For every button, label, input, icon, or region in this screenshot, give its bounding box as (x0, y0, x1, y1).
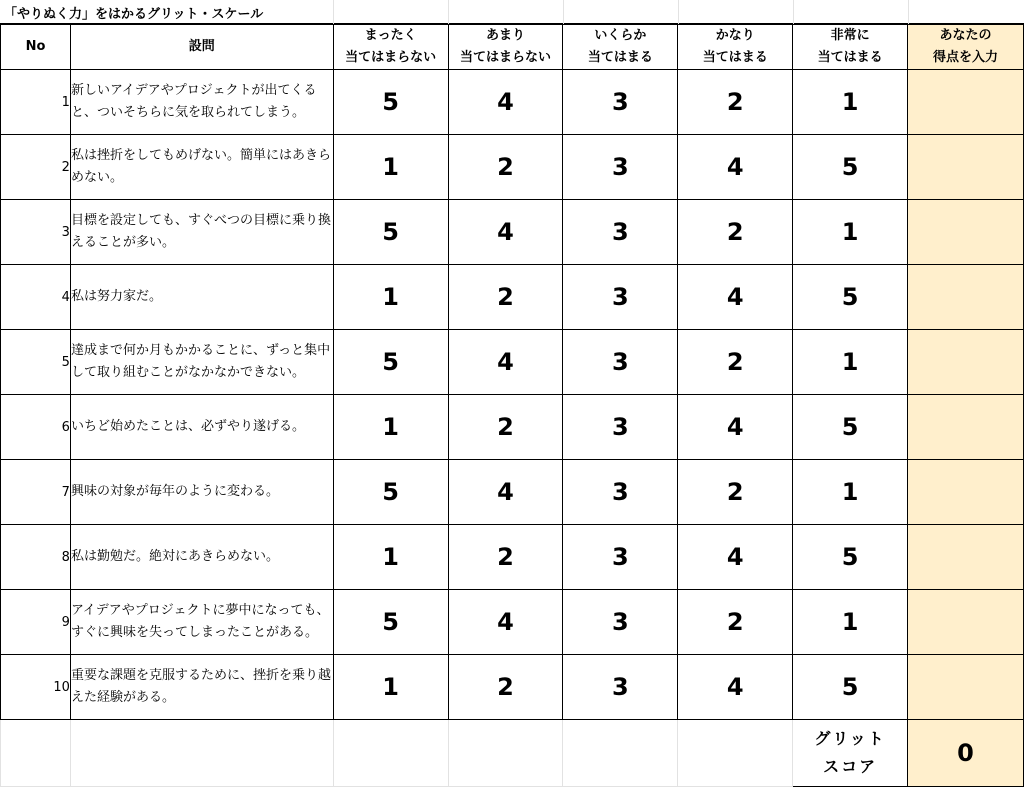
point-value-col4[interactable]: 4 (678, 395, 793, 460)
point-value-col3[interactable]: 3 (563, 265, 678, 330)
gridline (678, 0, 679, 24)
title-row (0, 0, 1024, 24)
header-question[interactable]: 設問 (70, 25, 333, 70)
gridline (793, 0, 794, 24)
point-value-col1[interactable]: 1 (333, 525, 448, 590)
point-value-col2[interactable]: 2 (448, 265, 563, 330)
header-score-line1: あなたの (939, 28, 992, 43)
point-value-col3[interactable]: 3 (563, 525, 678, 590)
grit-score-label[interactable] (793, 720, 908, 787)
header-col5[interactable] (793, 25, 908, 70)
point-value-col4[interactable]: 4 (678, 135, 793, 200)
point-value-col1[interactable]: 1 (333, 135, 448, 200)
row-number[interactable]: 3 (1, 200, 71, 265)
point-value-col5[interactable]: 1 (793, 330, 908, 395)
point-value-col1[interactable]: 1 (333, 265, 448, 330)
point-value-col5[interactable]: 5 (793, 135, 908, 200)
question-text[interactable]: 私は努力家だ。 (70, 265, 333, 330)
header-col3-line2: 当てはまる (587, 50, 653, 65)
row-number[interactable]: 8 (1, 525, 71, 590)
empty-cell[interactable] (678, 720, 793, 787)
point-value-col3[interactable]: 3 (563, 330, 678, 395)
point-value-col1[interactable]: 5 (333, 590, 448, 655)
point-value-col1[interactable]: 1 (333, 655, 448, 720)
header-col2-line2: 当てはまらない (459, 50, 551, 65)
question-text[interactable]: 興味の対象が毎年のように変わる。 (70, 460, 333, 525)
point-value-col2[interactable]: 2 (448, 135, 563, 200)
sheet-title[interactable]: 「やりぬく力」をはかるグリット・スケール (4, 7, 264, 22)
question-row (1, 525, 1024, 590)
point-value-col5[interactable]: 1 (793, 70, 908, 135)
header-col5-line1: 非常に (830, 28, 870, 43)
point-value-col3[interactable]: 3 (563, 655, 678, 720)
question-text[interactable]: アイデアやプロジェクトに夢中になっても、すぐに興味を失ってしまったことがある。 (70, 590, 333, 655)
question-row (1, 395, 1024, 460)
header-col1-line1: まったく (364, 28, 417, 43)
header-score[interactable] (908, 25, 1024, 70)
question-row (1, 655, 1024, 720)
point-value-col5[interactable]: 5 (793, 265, 908, 330)
point-value-col4[interactable]: 4 (678, 655, 793, 720)
point-value-col4[interactable]: 2 (678, 200, 793, 265)
point-value-col2[interactable]: 2 (448, 525, 563, 590)
header-col5-line2: 当てはまる (817, 50, 883, 65)
point-value-col3[interactable]: 3 (563, 395, 678, 460)
row-number[interactable]: 2 (1, 135, 71, 200)
point-value-col5[interactable]: 1 (793, 590, 908, 655)
score-input-cell[interactable] (908, 70, 1024, 135)
point-value-col1[interactable]: 1 (333, 395, 448, 460)
header-col3[interactable] (563, 25, 678, 70)
point-value-col3[interactable]: 3 (563, 70, 678, 135)
header-col1-line2: 当てはまらない (345, 50, 437, 65)
question-row (1, 200, 1024, 265)
point-value-col4[interactable]: 2 (678, 330, 793, 395)
point-value-col5[interactable]: 5 (793, 525, 908, 590)
question-text[interactable]: いちど始めたことは、必ずやり遂げる。 (70, 395, 333, 460)
score-input-cell[interactable] (908, 265, 1024, 330)
header-col4-line2: 当てはまる (702, 50, 768, 65)
question-row (1, 265, 1024, 330)
grit-score-label-line2: スコア (823, 757, 878, 776)
score-input-cell[interactable] (908, 395, 1024, 460)
point-value-col5[interactable]: 5 (793, 655, 908, 720)
grit-scale-table (0, 24, 1024, 787)
gridline (908, 0, 909, 24)
header-score-line2: 得点を入力 (933, 50, 999, 65)
row-number[interactable]: 6 (1, 395, 71, 460)
score-input-cell[interactable] (908, 330, 1024, 395)
header-col2[interactable] (448, 25, 563, 70)
point-value-col2[interactable]: 2 (448, 655, 563, 720)
point-value-col2[interactable]: 2 (448, 395, 563, 460)
point-value-col4[interactable]: 2 (678, 590, 793, 655)
score-input-cell[interactable] (908, 200, 1024, 265)
empty-cell[interactable] (70, 720, 333, 787)
header-col4-line1: かなり (715, 28, 755, 43)
question-row (1, 330, 1024, 395)
footer-row (1, 720, 1024, 787)
point-value-col1[interactable]: 5 (333, 330, 448, 395)
question-row (1, 460, 1024, 525)
gridline (563, 0, 564, 24)
row-number[interactable]: 4 (1, 265, 71, 330)
point-value-col1[interactable]: 5 (333, 200, 448, 265)
question-text[interactable]: 新しいアイデアやプロジェクトが出てくると、ついそちらに気を取られてしまう。 (70, 70, 333, 135)
header-row (1, 25, 1024, 70)
question-row (1, 590, 1024, 655)
point-value-col4[interactable]: 4 (678, 525, 793, 590)
grit-score-total[interactable]: 0 (908, 720, 1024, 787)
point-value-col3[interactable]: 3 (563, 590, 678, 655)
question-text[interactable]: 重要な課題を克服するために、挫折を乗り越えた経験がある。 (70, 655, 333, 720)
point-value-col2[interactable]: 4 (448, 590, 563, 655)
point-value-col2[interactable]: 4 (448, 70, 563, 135)
gridline (448, 0, 449, 24)
row-number[interactable]: 1 (1, 70, 71, 135)
point-value-col1[interactable]: 5 (333, 460, 448, 525)
score-input-cell[interactable] (908, 135, 1024, 200)
point-value-col3[interactable]: 3 (563, 200, 678, 265)
question-text[interactable]: 私は勤勉だ。絶対にあきらめない。 (70, 525, 333, 590)
score-input-cell[interactable] (908, 460, 1024, 525)
header-no[interactable]: No (1, 25, 71, 70)
question-row (1, 135, 1024, 200)
question-text[interactable]: 私は挫折をしてもめげない。簡単にはあきらめない。 (70, 135, 333, 200)
point-value-col3[interactable]: 3 (563, 135, 678, 200)
score-input-cell[interactable] (908, 590, 1024, 655)
point-value-col4[interactable]: 2 (678, 460, 793, 525)
point-value-col4[interactable]: 2 (678, 70, 793, 135)
question-row (1, 70, 1024, 135)
point-value-col4[interactable]: 4 (678, 265, 793, 330)
header-col3-line1: いくらか (594, 28, 647, 43)
score-input-cell[interactable] (908, 655, 1024, 720)
empty-cell[interactable] (448, 720, 563, 787)
grit-score-label-line1: グリット (814, 729, 886, 748)
point-value-col3[interactable]: 3 (563, 460, 678, 525)
score-input-cell[interactable] (908, 525, 1024, 590)
question-text[interactable]: 目標を設定しても、すぐべつの目標に乗り換えることが多い。 (70, 200, 333, 265)
point-value-col1[interactable]: 5 (333, 70, 448, 135)
empty-cell[interactable] (333, 720, 448, 787)
row-number[interactable]: 7 (1, 460, 71, 525)
point-value-col5[interactable]: 1 (793, 460, 908, 525)
question-text[interactable]: 達成まで何か月もかかることに、ずっと集中して取り組むことがなかなかできない。 (70, 330, 333, 395)
header-col4[interactable] (678, 25, 793, 70)
point-value-col5[interactable]: 1 (793, 200, 908, 265)
empty-cell[interactable] (1, 720, 71, 787)
point-value-col2[interactable]: 4 (448, 460, 563, 525)
point-value-col2[interactable]: 4 (448, 200, 563, 265)
point-value-col5[interactable]: 5 (793, 395, 908, 460)
empty-cell[interactable] (563, 720, 678, 787)
row-number[interactable]: 10 (1, 655, 71, 720)
header-col1[interactable] (333, 25, 448, 70)
gridline (333, 0, 334, 24)
point-value-col2[interactable]: 4 (448, 330, 563, 395)
header-col2-line1: あまり (485, 28, 525, 43)
row-number[interactable]: 5 (1, 330, 71, 395)
row-number[interactable]: 9 (1, 590, 71, 655)
